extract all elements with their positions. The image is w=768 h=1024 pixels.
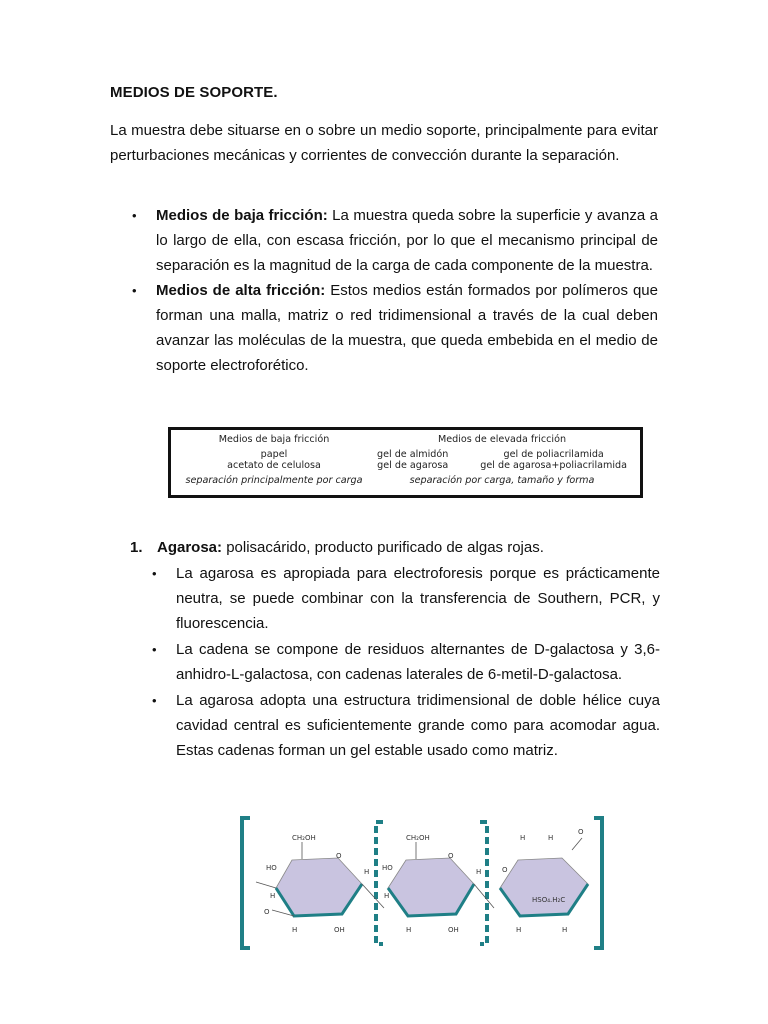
bond-line (474, 884, 494, 908)
sub-bullet-item (103, 637, 660, 687)
bullet-list (110, 203, 658, 378)
item-label: Agarosa: (157, 539, 223, 556)
list-number: 1. (130, 539, 143, 556)
support-media-table (168, 427, 643, 498)
intro-paragraph: La muestra debe situarse en o sobre un medio soporte, principalmente para evitar perturbaciones mecánicas y corrientes de convección durante la separación. (110, 122, 658, 164)
label-o: O (264, 908, 270, 916)
agarose-structure-diagram (236, 812, 616, 954)
bullet-icon: • (152, 642, 157, 657)
label-h: H (292, 926, 298, 934)
label-h: H (384, 892, 390, 900)
table-cell: gel de poliacrilamida (503, 449, 604, 460)
label-ch2oh: CH₂OH (406, 834, 430, 842)
bullet-label: Medios de alta fricción: (156, 282, 326, 299)
label-h: H (270, 892, 276, 900)
bullet-item-high-friction (110, 278, 658, 378)
label-ho: HO (382, 864, 393, 872)
label-h: H (562, 926, 568, 934)
label-o: O (502, 866, 508, 874)
label-o: O (448, 852, 454, 860)
label-oh: OH (448, 926, 459, 934)
label-hso4: HSO₄.H₂C (532, 896, 566, 904)
sub-bullet-item (103, 688, 660, 763)
sub-bullet-item (103, 561, 660, 636)
table-cell: gel de agarosa+poliacrilamida (480, 460, 627, 471)
label-ch2oh: CH₂OH (292, 834, 316, 842)
item-text: polisacárido, producto purificado de algas rojas. (222, 539, 544, 556)
label-h: H (516, 926, 522, 934)
bullet-text: La muestra queda sobre la superficie y avanza a lo largo de ella, con escasa fricción, por lo que el mecanismo principal de separación es la magnitud de la carga de cada componente de la muestra. (156, 207, 658, 274)
table-header: Medios de baja fricción (218, 434, 330, 445)
table-footer: separación principalmente por carga (185, 475, 363, 486)
sub-bullet-text: La agarosa es apropiada para electroforesis porque es prácticamente neutra, se puede combinar con la transferencia de Southern, PCR, y fluorescencia. (176, 565, 660, 632)
table-cell: papel (260, 449, 288, 460)
table-cell: acetato de celulosa (227, 460, 321, 471)
label-oh: OH (334, 926, 345, 934)
table-column-high-friction (373, 434, 631, 486)
bullet-text: Estos medios están formados por polímeros que forman una malla, matriz o red tridimensional a través de la cual deben avanzar las moléculas de la muestra, que queda embebida en el medio de soporte electroforético. (156, 282, 658, 374)
label-h: H (548, 834, 554, 842)
table-cell: gel de almidón (377, 449, 449, 460)
label-o: O (578, 828, 584, 836)
bullet-label: Medios de baja fricción: (156, 207, 328, 224)
label-h: H (476, 868, 482, 876)
agarose-structure-figure (236, 812, 616, 954)
sub-bullet-text: La agarosa adopta una estructura tridimensional de doble hélice cuya cavidad central es suficientemente grande como para acomodar agua. Estas cadenas forman un gel estable usado como matriz. (176, 692, 660, 759)
numbered-item-agarosa (130, 535, 660, 560)
table-cell: gel de agarosa (377, 460, 449, 471)
bond-line (572, 838, 582, 850)
bracket-dashed-right (480, 822, 487, 944)
label-o: O (336, 852, 342, 860)
table-subcolumn (377, 449, 448, 471)
label-h: H (364, 868, 370, 876)
bond-line (362, 884, 384, 908)
numbered-list (130, 535, 660, 763)
bond-line (256, 882, 276, 888)
table-footer: separación por carga, tamaño y forma (409, 475, 595, 486)
section-heading: MEDIOS DE SOPORTE. (110, 84, 278, 101)
bullet-icon: • (132, 208, 137, 223)
table-header: Medios de elevada fricción (437, 434, 567, 445)
table-column-low-friction (179, 434, 369, 486)
bracket-dashed-left (376, 822, 383, 944)
bullet-icon: • (132, 283, 137, 298)
label-h: H (406, 926, 412, 934)
label-ho: HO (266, 864, 277, 872)
bracket-right (594, 818, 602, 948)
table-subcolumn (480, 449, 627, 471)
bullet-icon: • (152, 693, 157, 708)
sub-bullet-text: La cadena se compone de residuos alternantes de D-galactosa y 3,6-anhidro-L-galactosa, con cadenas laterales de 6-metil-D-galactosa. (176, 641, 660, 683)
label-h: H (520, 834, 526, 842)
bullet-icon: • (152, 566, 157, 581)
table-cell-group (373, 449, 631, 471)
bracket-left (242, 818, 250, 948)
bullet-item-low-friction (110, 203, 658, 278)
